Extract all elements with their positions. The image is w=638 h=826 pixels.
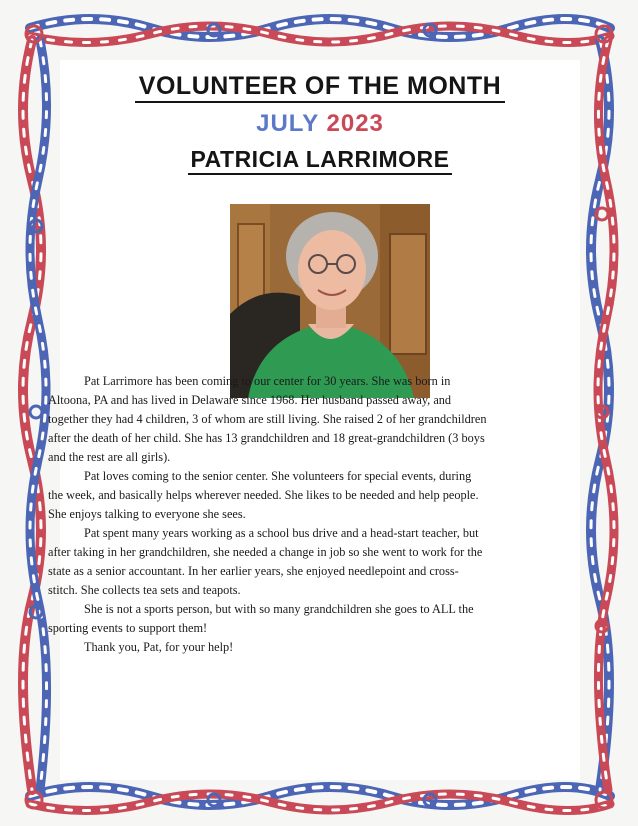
- page-title-text: VOLUNTEER OF THE MONTH: [135, 72, 505, 103]
- volunteer-name-text: PATRICIA LARRIMORE: [188, 146, 451, 175]
- year-text: 2023: [326, 110, 384, 137]
- bio-paragraph-1: Pat Larrimore has been coming to our center for 30 years. She was born in Altoona, PA and has lived in Delaware since 1968. Her husband passed away, and together they had 4 children, 3 of whom are still living. She raised 2 of her grandchildren after the death of her child. She has 13 grandchildren and 18 great-grandchildren (3 boys and the rest are all girls).: [48, 374, 487, 464]
- volunteer-bio: [48, 372, 488, 657]
- month-text: JULY: [256, 110, 319, 137]
- volunteer-name: [60, 146, 580, 173]
- bio-paragraph-2: Pat loves coming to the senior center. She volunteers for special events, during the week, and basically helps wherever needed. She likes to be needed and help people. She enjoys talking to everyone she sees.: [48, 469, 479, 521]
- ribbon-border-left: [23, 40, 47, 790]
- volunteer-photo: [230, 204, 430, 398]
- ribbon-border-top: [30, 19, 610, 43]
- ribbon-border-right: [591, 40, 614, 790]
- bio-paragraph-3: Pat spent many years working as a school bus drive and a head-start teacher, but after taking in her grandchildren, she needed a change in job so she went to work for the state as a senior accountant. In her earlier years, she enjoyed needlepoint and cross-stitch. She collects tea sets and teapots.: [48, 526, 483, 597]
- month-heading: [60, 110, 580, 138]
- page-title: [60, 72, 580, 101]
- bio-paragraph-5: Thank you, Pat, for your help!: [84, 640, 234, 654]
- ribbon-border-bottom: [30, 787, 610, 811]
- bio-paragraph-4: She is not a sports person, but with so many grandchildren she goes to ALL the sporting events to support them!: [48, 602, 474, 635]
- portrait-icon: [230, 204, 430, 398]
